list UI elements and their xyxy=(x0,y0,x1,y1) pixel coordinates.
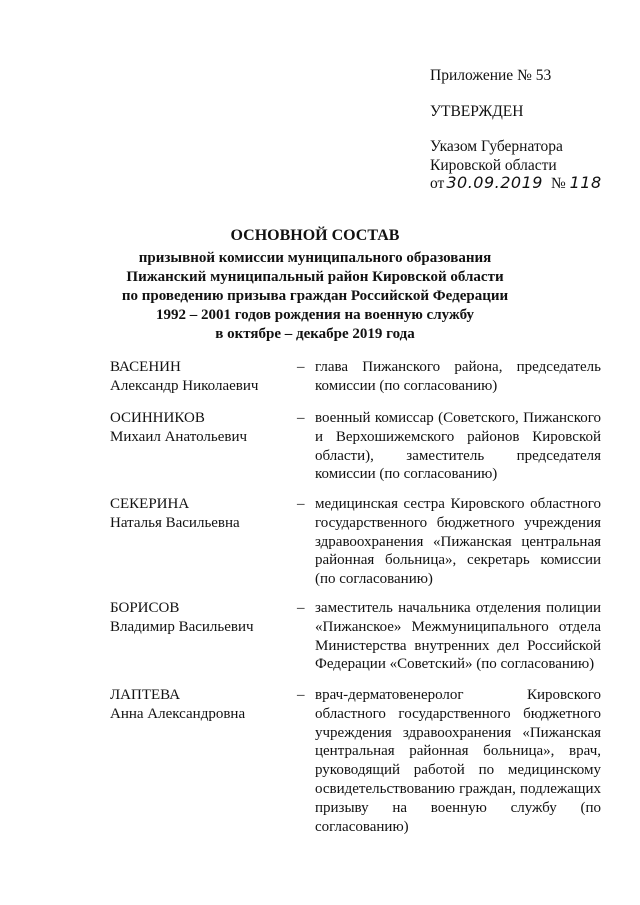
member-role: военный комиссар (Советского, Пижанского и Верхошижемского районов Кировской области), заместитель председателя комиссии (по согласованию) xyxy=(315,410,601,483)
member-role: глава Пижанского района, председатель комиссии (по согласованию) xyxy=(315,359,601,394)
member-role: врач-дерматовенеролог Кировского областного государственного бюджетного учреждения здравоохранения «Пижанская центральная районная больница», врач, руководящий работой по медицинскому освидетельствованию граждан, подлежащих призыву на военную службу (по согласованию) xyxy=(315,687,601,835)
member-dash: – xyxy=(297,496,305,512)
member-given-name: Михаил Анатольевич xyxy=(110,429,248,445)
member-dash: – xyxy=(297,687,305,703)
member-given-name: Владимир Васильевич xyxy=(110,619,254,635)
date-prefix: от xyxy=(430,175,445,192)
member-dash: – xyxy=(297,359,305,375)
title-main: ОСНОВНОЙ СОСТАВ xyxy=(230,227,400,244)
handwritten-date: 30.09.2019 xyxy=(446,173,543,192)
title-line: в октябре – декабре 2019 года xyxy=(215,326,415,342)
title-line: по проведению призыва граждан Российской Федерации xyxy=(121,288,509,304)
title-line: призывной комиссии муниципального образования xyxy=(138,250,492,266)
title-line: 1992 – 2001 годов рождения на военную службу xyxy=(155,307,475,323)
member-surname: СЕКЕРИНА xyxy=(110,496,190,512)
decree-date-line xyxy=(430,173,602,193)
member-surname: ВАСЕНИН xyxy=(110,359,181,375)
member-surname: ЛАПТЕВА xyxy=(110,687,181,703)
decree-line-1: Указом Губернатора xyxy=(430,138,563,155)
member-given-name: Анна Александровна xyxy=(110,706,246,722)
title-line: Пижанский муниципальный район Кировской области xyxy=(126,269,504,285)
member-given-name: Александр Николаевич xyxy=(110,378,259,394)
member-surname: БОРИСОВ xyxy=(110,600,180,616)
member-role: заместитель начальника отделения полиции «Пижанское» Межмуниципального отдела Министерства внутренних дел Российской Федерации «Советский» (по согласованию) xyxy=(315,600,601,673)
member-surname: ОСИННИКОВ xyxy=(110,410,205,426)
approved-stamp-text: УТВЕРЖДЕН xyxy=(430,103,524,120)
member-dash: – xyxy=(297,600,305,616)
member-given-name: Наталья Васильевна xyxy=(110,515,240,531)
appendix-number: Приложение № 53 xyxy=(430,67,552,84)
member-dash: – xyxy=(297,410,305,426)
handwritten-number: 118 xyxy=(569,173,602,192)
member-role: медицинская сестра Кировского областного государственного бюджетного учреждения здравоохранения «Пижанская центральная районная больница», секретарь комиссии (по согласованию) xyxy=(315,496,601,588)
number-prefix: № xyxy=(550,175,566,192)
decree-line-2: Кировской области xyxy=(430,157,557,174)
